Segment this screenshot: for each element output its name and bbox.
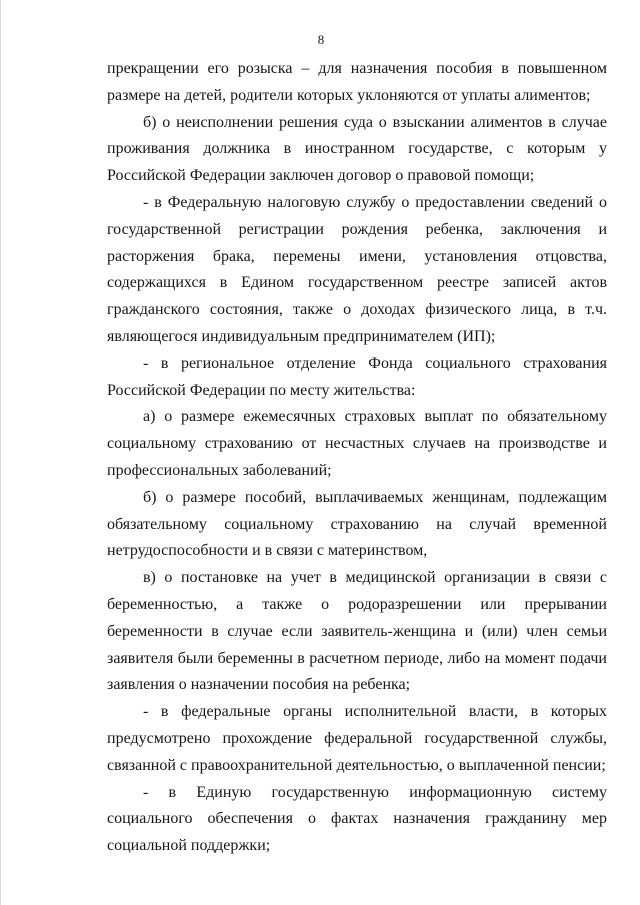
paragraph-social-insurance-fund: - в региональное отделение Фонда социального страхования Российской Федерации по месту жительства: xyxy=(107,354,607,399)
paragraph-federal-executive-bodies: - в федеральные органы исполнительной власти, в которых предусмотрено прохождение федеральной государственной службы, связанной с правоохранительной деятельностью, о выплаченной пенсии; xyxy=(107,703,607,774)
paragraph-pregnancy-registration: в) о постановке на учет в медицинской организации в связи с беременностью, а также о родоразрешении или прерывании беременности в случае если заявитель-женщина и (или) член семьи заявителя были беременны в расчетном периоде, либо на момент подачи заявления о назначении пособия на ребенка; xyxy=(107,569,607,694)
page-number: 8 xyxy=(317,32,325,47)
paragraph-social-security-system: - в Единую государственную информационную систему социального обеспечения о фактах назначения гражданину мер социальной поддержки; xyxy=(107,783,607,855)
paragraph-court-decision: б) о неисполнении решения суда о взыскании алиментов в случае проживания должника в иностранном государстве, с которым у Российской Федерации заключен договор о правовой помощи; xyxy=(107,113,607,185)
paragraph-continuation: прекращении его розыска – для назначения пособия в повышенном размере на детей, родители которых уклоняются от уплаты алиментов; xyxy=(107,60,607,104)
document-body xyxy=(107,56,607,860)
paragraph-insurance-payments: а) о размере ежемесячных страховых выплат по обязательному социальному страхованию от несчастных случаев на производстве и профессиональных заболеваний; xyxy=(107,408,607,479)
paragraph-tax-service: - в Федеральную налоговую службу о предоставлении сведений о государственной регистрации рождения ребенка, заключения и расторжения брака, перемены имени, установления отцовства, содержащихся в Едином государственном реестре записей актов гражданского состояния, также о доходах физического лица, в т.ч. являющегося индивидуальным предпринимателем (ИП); xyxy=(107,193,607,345)
paragraph-maternity-benefits: б) о размере пособий, выплачиваемых женщинам, подлежащим обязательному социальному страхованию на случай временной нетрудоспособности и в связи с материнством, xyxy=(107,488,607,560)
